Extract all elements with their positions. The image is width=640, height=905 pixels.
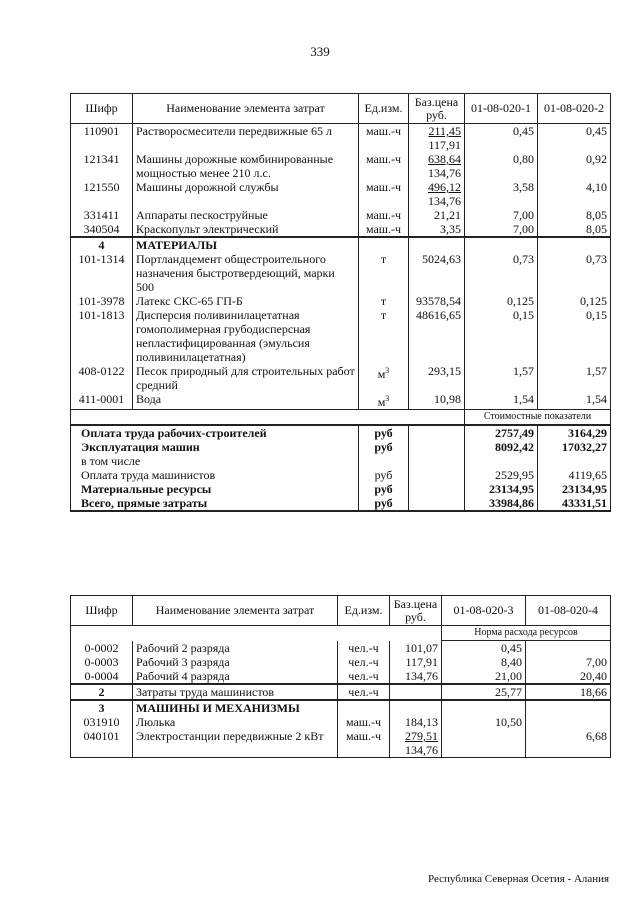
row-code: 408-0122 [71,364,133,392]
row-value-2: 20,40 [526,669,611,684]
row-name: Краскопульт электрический [133,222,359,237]
row-code: 121341 [71,152,133,180]
table-row [71,392,611,410]
row-price: 10,98 [409,392,465,410]
row-name: Растворосмесители передвижные 65 л [133,124,359,153]
row-price-sub: 134,76 [405,743,438,757]
row-code: 101-1314 [71,252,133,294]
row-name: Рабочий 3 разряда [133,655,338,669]
header-code: Шифр [71,596,133,626]
row-price: 21,21 [409,208,465,222]
row-price [409,124,465,153]
row-value-1: 0,45 [465,124,538,153]
header-norm-2: 01-08-020-2 [538,94,611,124]
summary-value-2: 17032,27 [538,440,611,454]
summary-unit: руб [359,468,409,482]
row-price: 101,07 [390,641,442,656]
row-unit [359,364,409,392]
row-price-main: 496,12 [428,180,461,194]
table-row [71,669,611,684]
summary-value-1: 8092,42 [465,440,538,454]
row-price-main: 638,64 [428,152,461,166]
section-title: МАТЕРИАЛЫ [133,237,359,252]
row-value-1: 10,50 [442,715,526,729]
table-row [71,715,611,729]
row-price-sub: 134,76 [428,194,461,208]
unit-text: м [377,395,386,409]
row-value-1: 21,00 [442,669,526,684]
row-price: 5024,63 [409,252,465,294]
table-row [71,124,611,153]
section-value-1: 25,77 [442,684,526,700]
cost-header-row [71,410,611,426]
row-unit [359,392,409,410]
row-code: 331411 [71,208,133,222]
summary-row [71,425,611,440]
header-unit: Ед.изм. [359,94,409,124]
row-name: Электростанции передвижные 2 кВт [133,729,338,758]
row-code: 101-3978 [71,294,133,308]
table-row [71,641,611,656]
row-value-1: 7,00 [465,222,538,237]
row-unit: маш.-ч [359,152,409,180]
header-norm-3: 01-08-020-3 [442,596,526,626]
row-code: 031910 [71,715,133,729]
summary-name: Эксплуатация машин [71,440,359,454]
row-value-2: 8,05 [538,208,611,222]
row-price: 93578,54 [409,294,465,308]
row-name: Машины дорожные комбинированные мощностью менее 210 л.с. [133,152,359,180]
resource-table-2 [70,595,611,758]
row-value-2: 8,05 [538,222,611,237]
section-code: 4 [71,237,133,252]
row-price: 293,15 [409,364,465,392]
summary-value-2: 3164,29 [538,425,611,440]
row-value-2 [526,641,611,656]
header-norm-1: 01-08-020-1 [465,94,538,124]
row-name: Песок природный для строительных работ средний [133,364,359,392]
row-price: 134,76 [390,669,442,684]
row-value-1: 0,45 [442,641,526,656]
row-price: 3,35 [409,222,465,237]
row-unit: т [359,308,409,364]
section-code: 2 [71,684,133,700]
table-row [71,180,611,208]
row-unit: маш.-ч [359,180,409,208]
row-code: 0-0002 [71,641,133,656]
row-unit: т [359,252,409,294]
header-unit: Ед.изм. [338,596,390,626]
norm-header-row [71,626,611,641]
summary-unit: руб [359,496,409,511]
summary-row [71,482,611,496]
row-name: Рабочий 4 разряда [133,669,338,684]
unit-superscript: 3 [385,394,390,403]
summary-row [71,454,611,468]
summary-name: Оплата труда машинистов [71,468,359,482]
header-norm-4: 01-08-020-4 [526,596,611,626]
summary-value-1: 2529,95 [465,468,538,482]
row-value-1: 0,15 [465,308,538,364]
row-unit: чел.-ч [338,669,390,684]
row-value-1: 1,54 [465,392,538,410]
row-code: 0-0003 [71,655,133,669]
row-name: Портландцемент общестроительного назначения быстротвердеющий, марки 500 [133,252,359,294]
table-row [71,308,611,364]
row-name: Машины дорожной службы [133,180,359,208]
summary-unit: руб [359,440,409,454]
resource-table-1 [70,93,611,512]
row-value-2: 1,57 [538,364,611,392]
row-unit: чел.-ч [338,655,390,669]
row-name: Аппараты пескоструйные [133,208,359,222]
row-unit: маш.-ч [338,715,390,729]
row-price-main: 279,51 [405,729,438,743]
header-code: Шифр [71,94,133,124]
section-header-row [71,237,611,252]
row-code: 0-0004 [71,669,133,684]
row-code: 040101 [71,729,133,758]
table-row [71,252,611,294]
row-code: 121550 [71,180,133,208]
row-unit: маш.-ч [359,208,409,222]
summary-name: в том числе [71,454,359,468]
row-value-2: 1,54 [538,392,611,410]
row-price-sub: 117,91 [428,138,461,152]
row-value-1: 1,57 [465,364,538,392]
table-header-row [71,94,611,124]
row-unit: т [359,294,409,308]
row-value-2: 0,125 [538,294,611,308]
row-value-2 [526,715,611,729]
table-row [71,364,611,392]
row-unit: маш.-ч [338,729,390,758]
table-row [71,294,611,308]
row-value-2: 0,73 [538,252,611,294]
section-header-row [71,700,611,715]
summary-name: Всего, прямые затраты [71,496,359,511]
row-value-1: 0,80 [465,152,538,180]
footer-region: Республика Северная Осетия - Алания [428,873,610,885]
row-value-1 [442,729,526,758]
summary-unit: руб [359,425,409,440]
section-value-2: 18,66 [526,684,611,700]
row-name: Дисперсия поливинилацетатная гомополимерная грубодисперсная непластифицированная (эмульсия поливинилацетатная) [133,308,359,364]
summary-value-1: 33984,86 [465,496,538,511]
norm-header: Норма расхода ресурсов [442,626,611,641]
table-header-row [71,596,611,626]
section-unit: чел.-ч [338,684,390,700]
unit-text: м [377,367,386,381]
row-unit: чел.-ч [338,641,390,656]
row-price: 48616,65 [409,308,465,364]
summary-row [71,496,611,511]
table-row [71,655,611,669]
table-row [71,222,611,237]
summary-row [71,468,611,482]
row-code: 101-1813 [71,308,133,364]
row-price [390,729,442,758]
row-name: Вода [133,392,359,410]
row-price-sub: 134,76 [428,166,461,180]
row-code: 110901 [71,124,133,153]
table-row [71,729,611,758]
row-price: 184,13 [390,715,442,729]
row-value-2: 7,00 [526,655,611,669]
header-price: Баз.цена руб. [390,596,442,626]
row-price: 117,91 [390,655,442,669]
row-value-2: 0,92 [538,152,611,180]
summary-value-1: 2757,49 [465,425,538,440]
cost-indicators-header: Стоимостные показатели [465,410,611,426]
summary-value-2: 43331,51 [538,496,611,511]
header-name: Наименование элемента затрат [133,94,359,124]
table-row [71,208,611,222]
page-number: 339 [310,44,330,59]
row-code: 340504 [71,222,133,237]
row-name: Люлька [133,715,338,729]
row-value-1: 0,125 [465,294,538,308]
row-value-2: 0,45 [538,124,611,153]
summary-value-2: 23134,95 [538,482,611,496]
summary-row [71,440,611,454]
unit-superscript: 3 [385,366,390,375]
summary-name: Оплата труда рабочих-строителей [71,425,359,440]
row-price [409,152,465,180]
summary-unit: руб [359,482,409,496]
row-name: Латекс СКС-65 ГП-Б [133,294,359,308]
row-value-1: 7,00 [465,208,538,222]
row-value-2: 4,10 [538,180,611,208]
section-row [71,684,611,700]
header-name: Наименование элемента затрат [133,596,338,626]
section-name: Затраты труда машинистов [133,684,338,700]
row-value-1: 3,58 [465,180,538,208]
summary-value-2: 4119,65 [538,468,611,482]
row-price [409,180,465,208]
row-value-1: 8,40 [442,655,526,669]
summary-value-1: 23134,95 [465,482,538,496]
row-name: Рабочий 2 разряда [133,641,338,656]
row-value-1: 0,73 [465,252,538,294]
header-price: Баз.цена руб. [409,94,465,124]
table-row [71,152,611,180]
section-code: 3 [71,700,133,715]
row-code: 411-0001 [71,392,133,410]
summary-name: Материальные ресурсы [71,482,359,496]
section-title: МАШИНЫ И МЕХАНИЗМЫ [133,700,338,715]
row-unit: маш.-ч [359,124,409,153]
row-unit: маш.-ч [359,222,409,237]
row-price-main: 211,45 [428,124,461,138]
row-value-2: 6,68 [526,729,611,758]
row-value-2: 0,15 [538,308,611,364]
